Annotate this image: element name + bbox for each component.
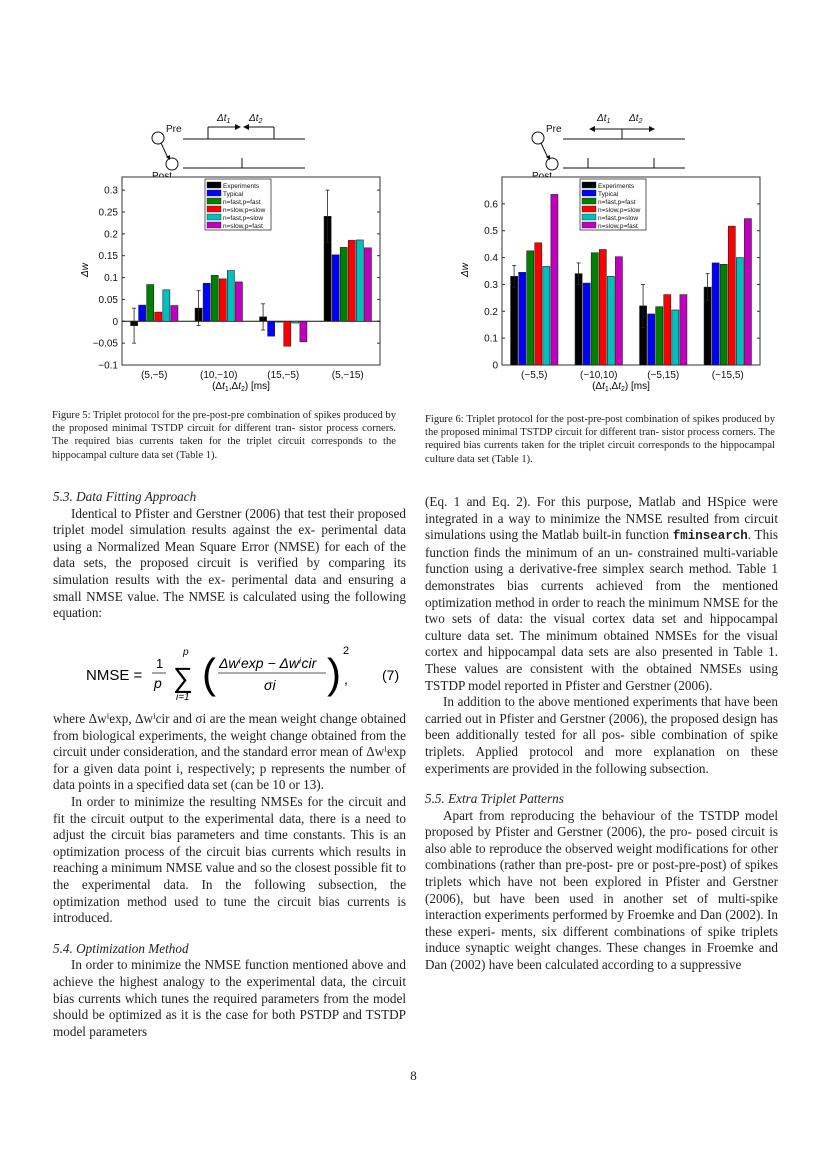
dt1-label: $\Delta t_1$	[597, 113, 611, 125]
figure-5-caption: Figure 5: Triplet protocol for the pre-post-pre combination of spikes produced by the proposed minimal TSTDP circuit for different tran- sistor process corners. The required bias currents taken for the triplet circuit corresponds to the hippocampal culture data set (Table 1).	[52, 410, 396, 461]
y-tick-label: 0.2	[104, 229, 118, 241]
figure-5-chart	[60, 105, 400, 395]
legend-swatch	[207, 182, 221, 188]
x-tick-label: (15,−5)	[267, 370, 300, 381]
synapse-arrow-icon	[541, 143, 548, 158]
equation-inner-num: Δwⁱexp − Δwⁱcir	[219, 655, 317, 671]
bar	[728, 226, 735, 365]
x-tick-label: (−5,15)	[647, 370, 680, 381]
bar	[511, 276, 518, 365]
x-tick-label: (5,−5)	[141, 370, 168, 381]
bar	[364, 248, 371, 321]
bar	[575, 274, 582, 365]
legend-entry: Experiments	[598, 183, 635, 190]
bar	[211, 275, 218, 321]
legend-entry: Typical	[223, 191, 244, 198]
legend-entry: n=slow,p=fast	[598, 223, 638, 230]
bar	[227, 271, 234, 322]
y-tick-label: 0.6	[484, 199, 498, 211]
bar	[712, 263, 719, 365]
legend-entry: n=slow,p=slow	[223, 207, 266, 214]
x-axis-label: $(\Delta t_1,\Delta t_2)$ [ms]	[592, 381, 650, 393]
figure-6-caption: Figure 6: Triplet protocol for the post-pre-post combination of spikes produced by the proposed minimal TSTDP circuit for different tran- sistor process corners. The required bias currents taken for the triplet circuit corresponds to the hippocampal culture data set (Table 1).	[425, 414, 775, 465]
legend-swatch	[582, 206, 596, 212]
bar	[583, 283, 590, 365]
equation-inner-den: σi	[264, 677, 276, 693]
y-tick-label: 0	[492, 360, 498, 372]
legend-entry: n=slow,p=fast	[223, 223, 263, 230]
y-tick-label: −0.1	[98, 360, 118, 372]
legend-entry: n=fast,p=fast	[598, 199, 636, 206]
equation-frac-den: p	[154, 675, 162, 691]
paragraph: where Δwⁱexp, Δwⁱcir and σi are the mean weight change obtained from biological experiments, the weight change obtained from the circuit under consideration, and the standard error mean of Δwⁱexp for a given data point i, respectively; p represents the number of data points in a specified data set (can be 10 or 13).	[53, 711, 406, 793]
x-axis-label: $(\Delta t_1,\Delta t_2)$ [ms]	[212, 381, 270, 393]
paragraph: Apart from reproducing the behaviour of the TSTDP model proposed by Pfister and Gerstner (2006), the pro- posed circuit is also able to reproduce the observed weight modifications for other combinations (rather than pre-post- pre or post-pre-post) of spikes triplets which have not been explored in Pfister and Gerstner (2006), but have been used in another set of multi-spike interaction experiments performed by Froemke and Dan (2002). In these experi- ments, six different combinations of spike triplets induce synaptic weight changes. These changes in Froemke and Dan (2002) have been calculated according to a suppressive	[425, 807, 778, 973]
legend-swatch	[207, 198, 221, 204]
y-tick-label: 0.1	[104, 273, 118, 285]
legend-swatch	[207, 214, 221, 220]
y-tick-label: 0.4	[484, 253, 498, 265]
bar	[332, 255, 339, 321]
post-neuron-icon	[166, 158, 178, 170]
bar	[292, 321, 299, 323]
text-span: . This function finds the minimum of an un- constrained multi-variable function using a derivative-free simplex search method. Table 1 demonstrates bias currents achieved from the mentioned optimization method in order to reach the minimum NMSE for the two sets of data: the visual cortex data set and hippocampal culture data set. The minimum obtained NMSEs for the visual cortex and hippocampal data sets are also presented in Table 1. These values are consistent with the obtained NMSEs using TSTDP model reported in Pfister and Gerstner (2006).	[425, 527, 778, 693]
legend-swatch	[582, 198, 596, 204]
section-5-5-heading: 5.5. Extra Triplet Patterns	[425, 791, 564, 807]
pre-label: Pre	[166, 124, 182, 135]
page-number: 8	[410, 1068, 417, 1083]
equation-number: (7)	[382, 667, 400, 683]
bar	[664, 295, 671, 365]
bar	[219, 279, 226, 321]
spike-diagram	[532, 113, 685, 182]
equation-power: 2	[343, 645, 350, 657]
legend-entry: n=slow,p=slow	[598, 207, 641, 214]
bar	[607, 276, 614, 365]
legend	[580, 179, 646, 230]
code-fminsearch: fminsearch	[672, 529, 748, 544]
equation-graphic	[86, 640, 404, 706]
bar	[284, 321, 291, 346]
y-axis-label: Δw	[80, 263, 91, 277]
figure-5	[60, 105, 400, 395]
spike-diagram	[152, 113, 305, 182]
sum-symbol: ∑	[173, 662, 193, 693]
figure-6-chart	[440, 105, 780, 395]
equation-frac-num: 1	[156, 656, 164, 671]
equation-comma: ,	[344, 671, 348, 687]
bar	[543, 266, 550, 365]
bar	[591, 253, 598, 365]
bar	[519, 272, 526, 365]
dt2-label: $\Delta t_2$	[629, 113, 643, 125]
y-tick-label: 0	[112, 316, 118, 328]
bar	[527, 251, 534, 365]
legend-swatch	[207, 206, 221, 212]
bar	[720, 264, 727, 365]
legend-swatch	[207, 190, 221, 196]
bar	[648, 314, 655, 365]
bar	[599, 250, 606, 365]
section-5-4-heading: 5.4. Optimization Method	[53, 940, 189, 956]
y-tick-label: −0.05	[92, 338, 118, 350]
sum-bottom: i=1	[176, 692, 190, 703]
x-tick-label: (5,−15)	[331, 370, 364, 381]
arrowhead-icon	[589, 126, 595, 132]
equation-lhs: NMSE =	[86, 667, 143, 684]
legend-entry: n=fast,p=fast	[223, 199, 261, 206]
arrowhead-icon	[243, 124, 249, 130]
arrowhead-icon	[235, 124, 241, 130]
synapse-arrow-icon	[161, 143, 168, 158]
paragraph: In order to minimize the resulting NMSEs for the circuit and fit the circuit output to the experimental data, there is a need to adjust the circuit bias parameters and time constants. This is an optimization process of the circuit bias currents which results in reaching a minimum NMSE value and so the closest possible fit to the experimental data. In the following subsection, the optimization method used to tune the circuit bias currents is introduced.	[53, 793, 406, 926]
bar	[147, 285, 154, 322]
bar	[535, 243, 542, 365]
y-tick-label: 0.5	[484, 226, 498, 238]
legend-swatch	[582, 214, 596, 220]
paragraph: In addition to the above mentioned experiments that have been carried out in Pfister and Gerstner (2006), the proposed design has been additionally tested for all pos- sible combination of spike triplets. Applied protocol and more explanation on these experiments are provided in the following subsection.	[425, 694, 778, 776]
bar	[171, 306, 178, 322]
pre-label: Pre	[546, 124, 562, 135]
y-tick-label: 0.25	[98, 207, 118, 219]
arrowhead-icon	[649, 126, 655, 132]
left-column-lower	[53, 711, 406, 1040]
legend-swatch	[582, 222, 596, 228]
legend-swatch	[207, 222, 221, 228]
nmse-equation	[86, 640, 404, 706]
pre-neuron-icon	[532, 132, 544, 144]
right-column	[425, 494, 778, 974]
bar	[300, 321, 307, 342]
bar	[348, 240, 355, 321]
post-neuron-icon	[546, 158, 558, 170]
bar	[656, 307, 663, 365]
text-span: (Eq. 1 and Eq. 2). For this purpose, Matlab and HSpice were integrated in a way to minimize the NMSE resulted from circuit simulations using the Matlab built-in function	[425, 494, 778, 543]
paragraph: In order to minimize the NMSE function mentioned above and achieve the highest analogy to the experimental data, the circuit bias currents which tunes the required parameters from the model should be optimized as it is the case for both PSTDP and TSTDP model parameters	[53, 957, 406, 1039]
legend-entry: Typical	[598, 191, 619, 198]
bar	[744, 219, 751, 365]
paragraph	[425, 494, 778, 694]
x-tick-label: (−5,5)	[521, 370, 548, 381]
pre-neuron-icon	[152, 132, 164, 144]
bar	[139, 305, 146, 321]
x-tick-label: (−10,10)	[579, 370, 618, 381]
sum-top: p	[183, 647, 189, 658]
bar	[736, 258, 743, 365]
y-tick-label: 0.15	[98, 251, 118, 263]
legend	[205, 179, 271, 230]
bar	[356, 240, 363, 321]
legend-swatch	[582, 190, 596, 196]
bar	[163, 290, 170, 321]
y-axis-label: Δw	[460, 263, 471, 277]
bar	[155, 312, 162, 321]
y-tick-label: 0.2	[484, 306, 498, 318]
figure-6	[440, 105, 780, 395]
bar	[268, 321, 275, 336]
x-tick-label: (−15,5)	[711, 370, 744, 381]
x-tick-label: (10,−10)	[199, 370, 238, 381]
y-tick-label: 0.3	[104, 185, 118, 197]
bar	[615, 257, 622, 365]
bar	[680, 295, 687, 365]
dt2-label: $\Delta t_2$	[249, 113, 263, 125]
legend-entry: Experiments	[223, 183, 260, 190]
legend-entry: n=fast,p=slow	[598, 215, 639, 222]
left-paren: (	[202, 650, 216, 697]
bar	[551, 194, 558, 365]
y-tick-label: 0.05	[98, 294, 118, 306]
right-paren: )	[327, 650, 341, 697]
dt1-label: $\Delta t_1$	[217, 113, 231, 125]
bar	[276, 321, 283, 322]
bar	[203, 283, 210, 321]
bar	[672, 310, 679, 365]
bar	[340, 247, 347, 321]
legend-entry: n=fast,p=slow	[223, 215, 264, 222]
y-tick-label: 0.3	[484, 279, 498, 291]
bar	[235, 282, 242, 321]
section-5-3-heading: 5.3. Data Fitting Approach	[53, 489, 197, 504]
left-column	[53, 489, 406, 622]
paragraph: Identical to Pfister and Gerstner (2006) that test their proposed triplet model simulation results against the ex- perimental data using a Normalized Mean Square Error (NMSE) for each of the data sets, the proposed circuit is verified by comparing its simulation results with the ex- perimental data and ensuring a small NMSE value. The NMSE is calculated using the following equation:	[53, 505, 406, 621]
legend-swatch	[582, 182, 596, 188]
y-tick-label: 0.1	[484, 333, 498, 345]
